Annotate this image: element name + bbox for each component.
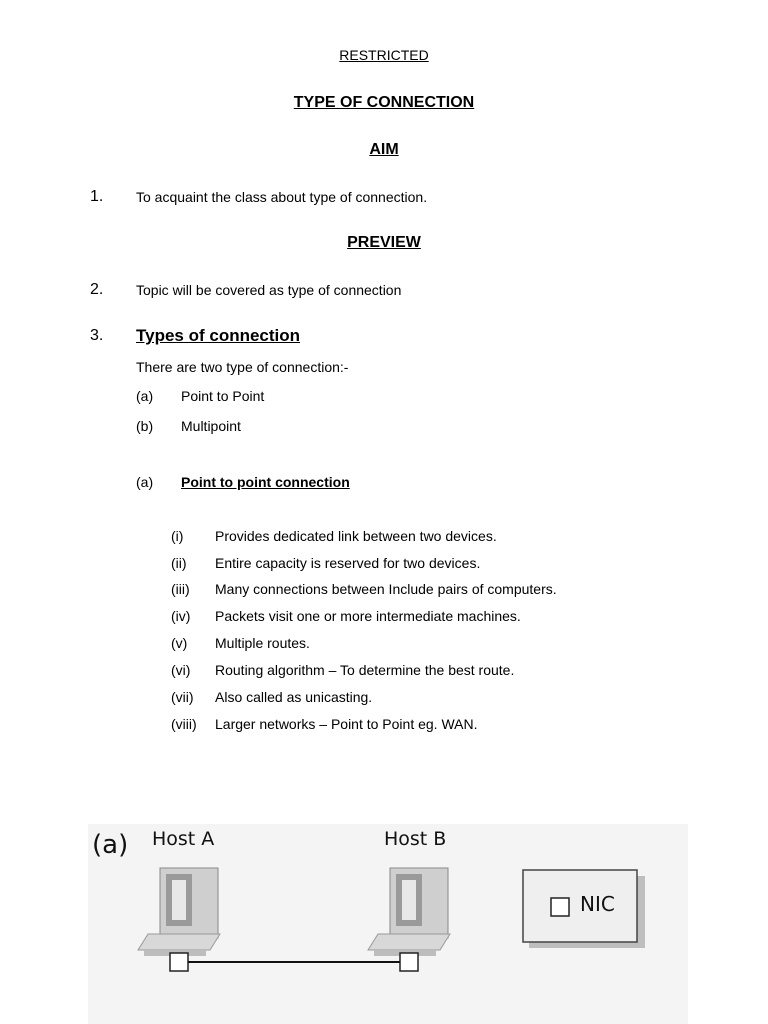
classification-marking: RESTRICTED: [339, 47, 429, 63]
types-intro: There are two type of connection:-: [136, 359, 349, 375]
list-item: Routing algorithm – To determine the best route.: [215, 662, 515, 678]
list-item-label: (v): [171, 635, 188, 651]
computer-icon: [368, 868, 450, 956]
type-item-label: (a): [136, 388, 154, 404]
list-item-label: (vi): [171, 662, 191, 678]
list-item-label: (iii): [171, 581, 190, 597]
types-number: 3.: [90, 327, 104, 344]
nic-legend-icon: [551, 898, 569, 916]
aim-text: To acquaint the class about type of connection.: [136, 189, 428, 205]
list-item-label: (iv): [171, 608, 191, 624]
legend-label: NIC: [580, 892, 615, 916]
ptp-label: (a): [136, 474, 154, 490]
host-a-label: Host A: [152, 828, 215, 850]
host-b-label: Host B: [384, 828, 447, 850]
type-item-text: Point to Point: [181, 388, 265, 404]
list-item: Many connections between Include pairs of computers.: [215, 581, 557, 597]
list-item: Multiple routes.: [215, 635, 310, 651]
preview-heading: PREVIEW: [347, 234, 421, 251]
figure-drawing: [88, 824, 688, 1024]
list-item: Also called as unicasting.: [215, 689, 373, 705]
page-title: TYPE OF CONNECTION: [293, 94, 475, 111]
list-item: Larger networks – Point to Point eg. WAN.: [215, 716, 478, 732]
list-item-label: (vii): [171, 689, 194, 705]
preview-text: Topic will be covered as type of connection: [136, 282, 402, 298]
preview-number: 2.: [90, 281, 104, 298]
list-item-label: (ii): [171, 555, 187, 571]
computer-icon: [138, 868, 220, 956]
list-item: Entire capacity is reserved for two devices.: [215, 555, 481, 571]
types-heading: Types of connection: [136, 326, 301, 345]
nic-icon: [170, 953, 188, 971]
type-item-label: (b): [136, 418, 154, 434]
list-item: Packets visit one or more intermediate machines.: [215, 608, 521, 624]
list-item-label: (viii): [171, 716, 197, 732]
list-item-label: (i): [171, 528, 184, 544]
aim-heading: AIM: [369, 141, 399, 158]
figure-label: (a): [92, 830, 129, 860]
ptp-heading: Point to point connection: [181, 474, 350, 490]
type-item-text: Multipoint: [181, 418, 241, 434]
point-to-point-figure: [88, 824, 688, 1024]
aim-number: 1.: [90, 188, 104, 205]
nic-icon: [400, 953, 418, 971]
list-item: Provides dedicated link between two devices.: [215, 528, 497, 544]
